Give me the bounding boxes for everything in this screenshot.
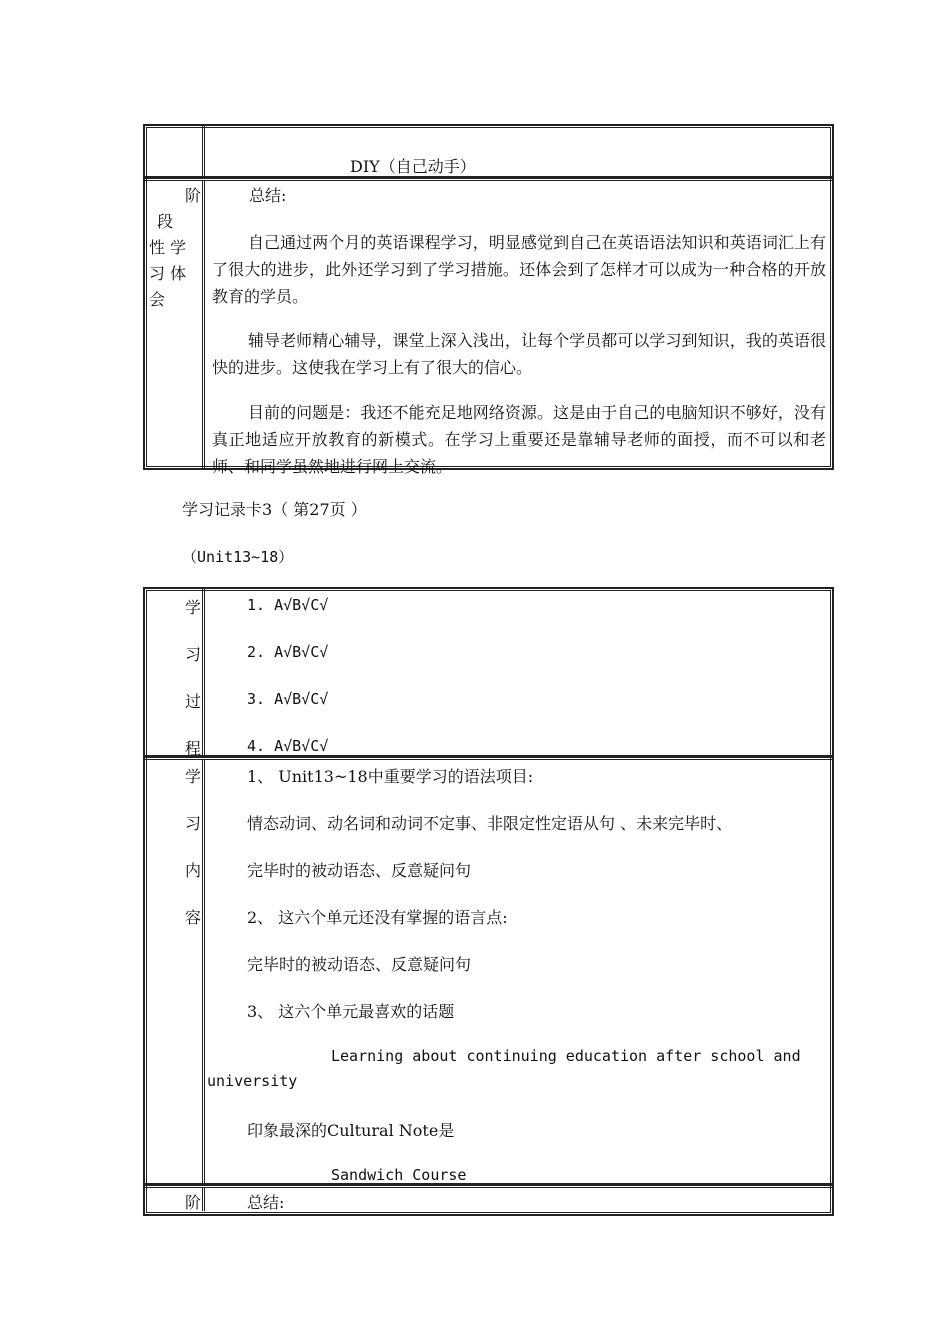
process-item: 3. A√B√C√ (247, 690, 329, 708)
summary-paragraph: 辅导老师精心辅导，课堂上深入浅出，让每个学员都可以学习到知识，我的英语很快的进步。这使我在学习上有了很大的信心。 (212, 331, 826, 377)
summary-label: 总结: (247, 1193, 285, 1212)
process-item: 1. A√B√C√ (247, 596, 329, 614)
process-label-cell (145, 589, 205, 758)
content-line: Sandwich Course (331, 1166, 467, 1184)
diy-heading: DIY（自己动手） (350, 157, 476, 176)
content-line: 1、 Unit13~18中重要学习的语法项目: (247, 767, 534, 786)
stage-label-cell-2 (145, 1188, 205, 1211)
process-label-char: 学 (185, 598, 202, 617)
header-right-cell (207, 126, 832, 176)
content-line: 2、 这六个单元还没有掌握的语言点: (247, 908, 508, 927)
table-header-row (145, 126, 832, 178)
process-items-cell (207, 589, 832, 755)
content-label-char: 容 (185, 908, 202, 927)
content-row (145, 757, 832, 1185)
process-item: 2. A√B√C√ (247, 643, 329, 661)
summary-paragraph: 自己通过两个月的英语课程学习，明显感觉到自己在英语语法知识和英语词汇上有了很大的进步，此外还学习到了学习措施。还体会到了怎样才可以成为一种合格的开放教育的学员。 (212, 233, 826, 306)
content-line: Learning about continuing education after school and (331, 1047, 801, 1065)
stage-summary-row-2 (145, 1185, 832, 1211)
stage-label-line: 阶 (185, 186, 202, 205)
content-label-char: 内 (185, 861, 202, 880)
summary-paragraph: 目前的问题是：我还不能充足地网络资源。这是由于自己的电脑知识不够好，没有真正地适应开放教育的新模式。在学习上重要还是靠辅导老师的面授，而不可以和老师、和同学虽然地进行网上交流。 (212, 403, 826, 476)
stage-label-line: 段 (157, 212, 174, 231)
content-line: 印象最深的Cultural Note是 (247, 1121, 455, 1140)
stage-label-line: 习 体 (149, 264, 187, 283)
stage-label-line: 会 (149, 290, 166, 309)
stage-label-char: 阶 (185, 1193, 202, 1212)
header-left-cell (145, 126, 205, 176)
content-line: 情态动词、动名词和动词不定事、非限定性定语从句 、未来完毕时、 (247, 814, 733, 833)
summary-label: 总结: (249, 186, 287, 205)
card-units: （Unit13~18） (182, 548, 294, 566)
process-label-char: 过 (185, 692, 202, 711)
content-cell (207, 760, 832, 1183)
reflection-table (143, 124, 834, 476)
stage-summary-cell-2 (207, 1188, 832, 1211)
stage-label-cell (145, 181, 205, 468)
process-item: 4. A√B√C√ (247, 737, 329, 755)
stage-label-line: 性 学 (149, 238, 187, 257)
process-label-char: 程 (185, 739, 202, 758)
study-record-table (143, 587, 834, 1216)
card-title: 学习记录卡3（ 第27页 ） (182, 500, 367, 519)
content-line: university (207, 1072, 298, 1090)
stage-summary-cell (207, 181, 832, 476)
content-label-cell (145, 760, 205, 1183)
stage-summary-row (145, 178, 832, 476)
content-label-char: 习 (185, 814, 202, 833)
content-line: 完毕时的被动语态、反意疑问句 (247, 955, 472, 974)
content-line: 完毕时的被动语态、反意疑问句 (247, 861, 472, 880)
process-label-char: 习 (185, 645, 202, 664)
process-row (145, 589, 832, 757)
content-line: 3、 这六个单元最喜欢的话题 (247, 1002, 455, 1021)
content-label-char: 学 (185, 767, 202, 786)
